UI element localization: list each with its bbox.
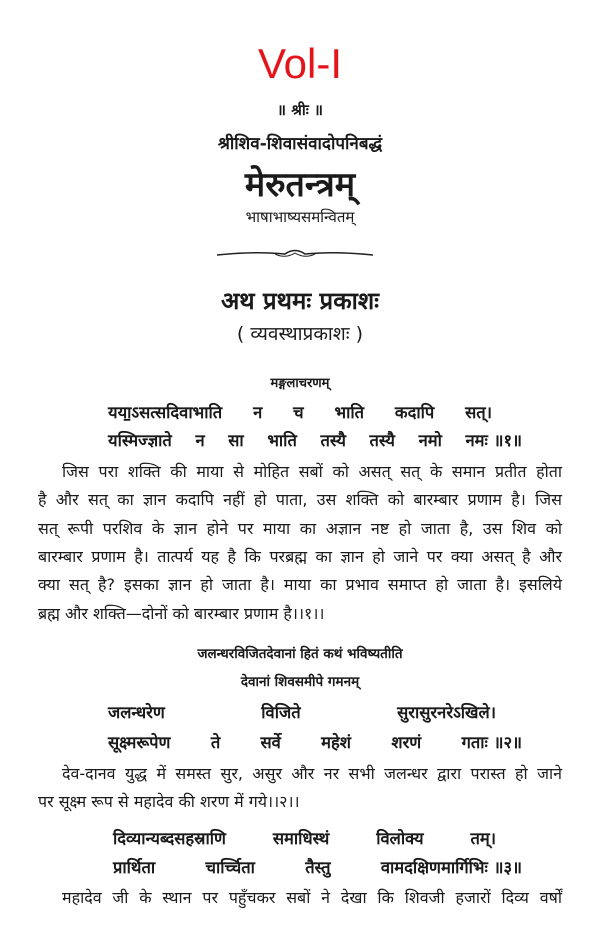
verse-line bbox=[108, 730, 522, 753]
verse-word: दिव्यान्यब्दसहस्राणि bbox=[113, 829, 226, 848]
verse-word: कदापि bbox=[394, 403, 435, 422]
ornament-divider bbox=[215, 245, 375, 265]
commentary-line: ब्रह्म और शक्ति—दोनों को बारम्बार प्रणाम है।।१।। bbox=[38, 603, 325, 623]
commentary-line: क्या सत् है? इसका ज्ञान हो जाता है। माया का प्रभाव समाप्त हो जाता है। इसलिये bbox=[38, 575, 562, 595]
verse-line bbox=[108, 400, 492, 423]
verse-word: भाति bbox=[267, 431, 297, 450]
verse-word: महेशं bbox=[321, 733, 352, 752]
verse-word: समाधिस्थं bbox=[272, 829, 330, 848]
verse-word: यस्मिज्ज्ञाते bbox=[108, 431, 172, 450]
commentary-line: पर सूक्ष्म रूप से महादेव की शरण में गये।।२।। bbox=[38, 792, 300, 811]
verse-word: तस्यै bbox=[320, 431, 346, 450]
verse-word: सर्वे bbox=[260, 733, 281, 752]
commentary-line: महादेव जी के स्थान पर पहुँचकर सबों ने देखा कि शिवजी हजारों दिव्य वर्षों bbox=[62, 888, 562, 907]
commentary-note: भाषाभाष्यसमन्वितम् bbox=[245, 208, 355, 226]
commentary-line: देव-दानव युद्ध में समस्त सुर, असुर और नर सभी जलन्धर द्वारा परास्त हो जाने bbox=[62, 764, 562, 783]
verse-line bbox=[108, 428, 522, 451]
verse-line bbox=[108, 700, 496, 723]
verse-word: न bbox=[253, 403, 263, 422]
verse-word: चार्च्चिता bbox=[205, 858, 255, 877]
chapter-subtitle: ( व्यवस्थाप्रकाशः ) bbox=[236, 323, 364, 345]
verse-word: तैस्तु bbox=[305, 858, 331, 877]
chapter-title: अथ प्रथमः प्रकाशः bbox=[220, 287, 380, 315]
book-title: मेरुतन्त्रम् bbox=[244, 165, 356, 205]
verse-word: गताः ॥२॥ bbox=[461, 733, 522, 752]
verse-word: सुरासुरनरेऽखिले। bbox=[397, 703, 496, 722]
verse-word: न bbox=[195, 431, 205, 450]
verse-word: सा bbox=[228, 431, 244, 450]
commentary-line: सत् रूपी परशिव के ज्ञान होने पर माया का अज्ञान नष्ट हो जाता है, उस शिव को bbox=[38, 518, 562, 538]
verse-word: सूक्ष्मरूपेण bbox=[108, 733, 171, 752]
verse-word: तम्। bbox=[470, 829, 496, 848]
verse-word: वामदक्षिणमार्गिभिः ॥३॥ bbox=[380, 858, 522, 877]
verse-word: ते bbox=[210, 733, 221, 752]
verse-word: भाति bbox=[334, 403, 365, 422]
commentary-line: बारम्बार प्रणाम है। तात्पर्य यह है कि परब्रह्म का ज्ञान हो जाने पर क्या असत् है और bbox=[38, 546, 562, 566]
verse-word: शरणं bbox=[391, 733, 422, 752]
verse-word: विजिते bbox=[261, 703, 301, 722]
verse-word: जलन्धरेण bbox=[108, 703, 165, 722]
verse-word: नमो bbox=[418, 431, 442, 450]
verse-word: नमः ॥१॥ bbox=[465, 431, 522, 450]
commentary-line: जिस परा शक्ति की माया से मोहित सबों को असत् सत् के समान प्रतीत होता bbox=[62, 462, 562, 481]
verse-line bbox=[113, 826, 496, 849]
volume-label: Vol-I bbox=[257, 40, 343, 87]
section-heading: देवानां शिवसमीपे गमनम् bbox=[240, 674, 360, 690]
verse-word: प्रार्थिता bbox=[113, 858, 156, 877]
verse-word: तस्यै bbox=[369, 431, 395, 450]
verse-word: च bbox=[293, 403, 304, 422]
section-heading: मङ्गलाचरणम् bbox=[270, 376, 330, 391]
verse-word: यया॒ऽसत्सदिवाभाति bbox=[108, 403, 223, 422]
verse-line bbox=[113, 855, 522, 878]
book-subtitle: श्रीशिव-शिवासंवादोपनिबद्धं bbox=[217, 134, 383, 154]
invocation: ॥ श्रीः ॥ bbox=[277, 101, 323, 119]
verse-word: सत्। bbox=[465, 403, 492, 422]
section-heading: जलन्धरविजितदेवानां हितं कथं भविष्यतीति bbox=[197, 646, 403, 662]
commentary-line: है और सत् का ज्ञान कदापि नहीं हो पाता, उस शक्ति को बारम्बार प्रणाम है। जिस bbox=[38, 490, 562, 510]
verse-word: विलोक्य bbox=[376, 829, 424, 848]
